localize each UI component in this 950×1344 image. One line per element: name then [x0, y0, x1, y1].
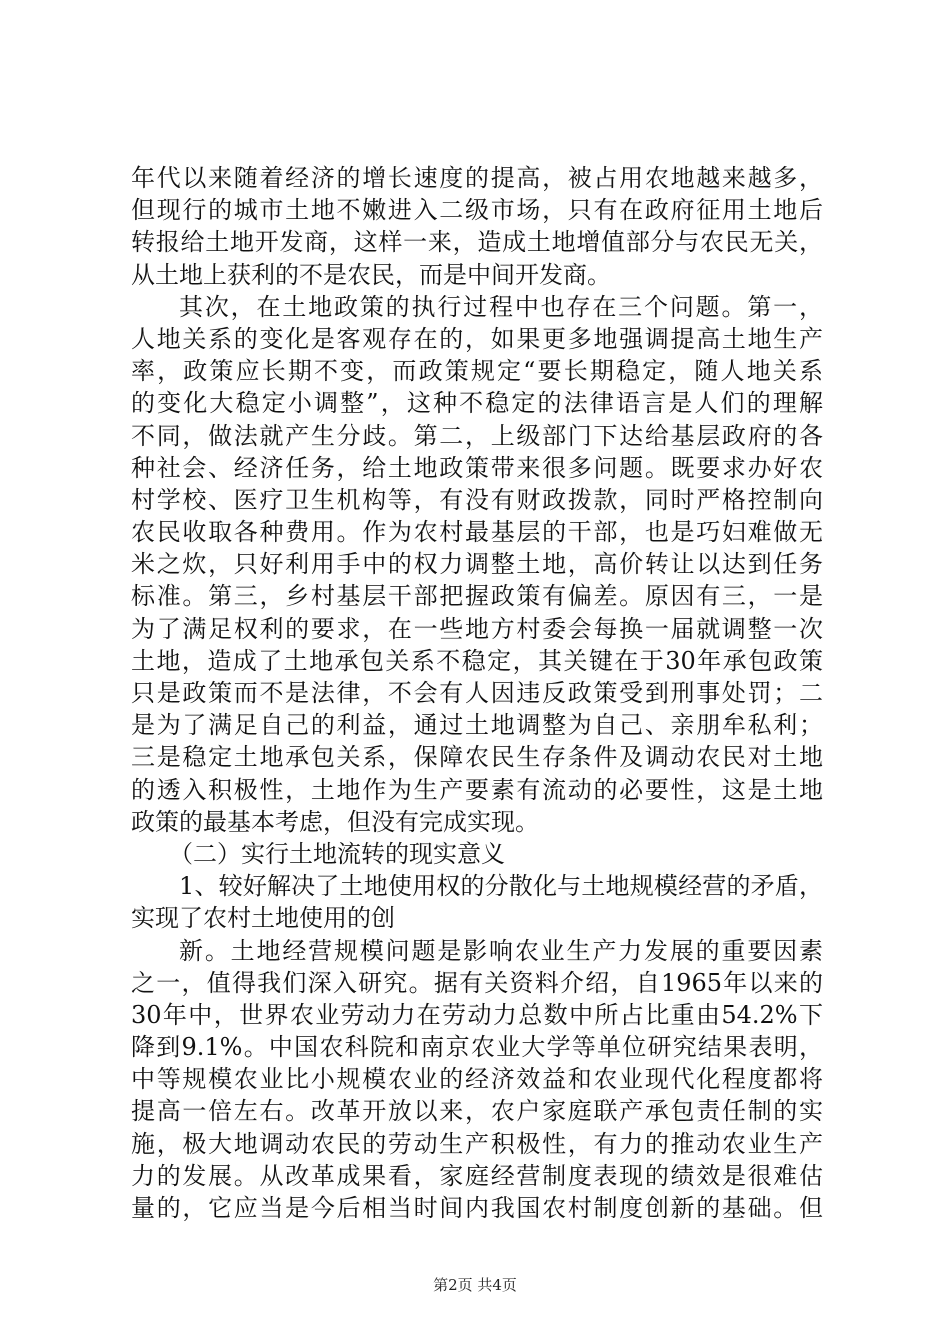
- text-line: 的变化大稳定小调整”，这种不稳定的法律语言是人们的理解: [131, 389, 823, 418]
- text-line: 只是政策而不是法律，不会有人因违反政策受到刑事处罚；二: [131, 679, 823, 707]
- body-text: [131, 162, 823, 1224]
- text-line: 实现了农村土地使用的创: [131, 904, 395, 933]
- text-line: 种社会、经济任务，给土地政策带来很多问题。既要求办好农: [131, 453, 823, 482]
- text-line: 力的发展。从改革成果看，家庭经营制度表现的绩效是很难估: [131, 1161, 823, 1190]
- text-line: 30年中，世界农业劳动力在劳动力总数中所占比重由54.2%下: [131, 1000, 823, 1029]
- text-line: 村学校、医疗卫生机构等，有没有财政拨款，同时严格控制向: [131, 485, 823, 514]
- text-line: 农民收取各种费用。作为农村最基层的干部，也是巧妇难做无: [131, 518, 823, 547]
- text-line: 三是稳定土地承包关系，保障农民生存条件及调动农民对土地: [131, 743, 823, 772]
- paragraph-start-line: 其次，在土地政策的执行过程中也存在三个问题。第一，: [179, 292, 823, 321]
- text-line: 是为了满足自己的利益，通过土地调整为自己、亲朋牟私利；: [131, 711, 823, 740]
- text-line: 提高一倍左右。改革开放以来，农户家庭联产承包责任制的实: [131, 1097, 823, 1126]
- section-heading: （二）实行土地流转的现实意义: [169, 839, 505, 868]
- paragraph-start-line: 新。土地经营规模问题是影响农业生产力发展的重要因素: [179, 936, 823, 965]
- paragraph-start-line: 1、较好解决了土地使用权的分散化与土地规模经营的矛盾，: [179, 872, 823, 901]
- text-line: 标准。第三，乡村基层干部把握政策有偏差。原因有三，一是: [131, 582, 823, 611]
- text-line: 转报给土地开发商，这样一来，造成土地增值部分与农民无关，: [131, 228, 823, 257]
- text-line: 年代以来随着经济的增长速度的提高，被占用农地越来越多，: [131, 164, 823, 192]
- page-number-footer: 第2页 共4页: [433, 1276, 517, 1294]
- text-line: 政策的最基本考虑，但没有完成实现。: [131, 807, 539, 836]
- text-line: 施，极大地调动农民的劳动生产积极性，有力的推动农业生产: [131, 1129, 823, 1158]
- text-line: 量的，它应当是今后相当时间内我国农村制度创新的基础。但: [131, 1194, 823, 1222]
- text-line: 土地，造成了土地承包关系不稳定，其关键在于30年承包政策: [131, 646, 823, 675]
- text-line: 为了满足权利的要求，在一些地方村委会每换一届就调整一次: [131, 614, 823, 643]
- text-line: 之一，值得我们深入研究。据有关资料介绍，自1965年以来的: [131, 968, 823, 997]
- text-line: 率，政策应长期不变，而政策规定“要长期稳定，随人地关系: [131, 357, 823, 386]
- text-line: 米之炊，只好利用手中的权力调整土地，高价转让以达到任务: [131, 550, 823, 579]
- text-line: 但现行的城市土地不嫩进入二级市场，只有在政府征用土地后: [131, 196, 823, 225]
- text-line: 中等规模农业比小规模农业的经济效益和农业现代化程度都将: [131, 1065, 823, 1094]
- text-line: 的透入积极性，土地作为生产要素有流动的必要性，这是土地: [131, 775, 823, 804]
- text-line: 从土地上获利的不是农民，而是中间开发商。: [131, 260, 611, 289]
- text-line: 不同，做法就产生分歧。第二，上级部门下达给基层政府的各: [131, 421, 823, 450]
- text-line: 降到9.1%。中国农科院和南京农业大学等单位研究结果表明，: [131, 1033, 823, 1062]
- text-line: 人地关系的变化是客观存在的，如果更多地强调提高土地生产: [131, 324, 823, 353]
